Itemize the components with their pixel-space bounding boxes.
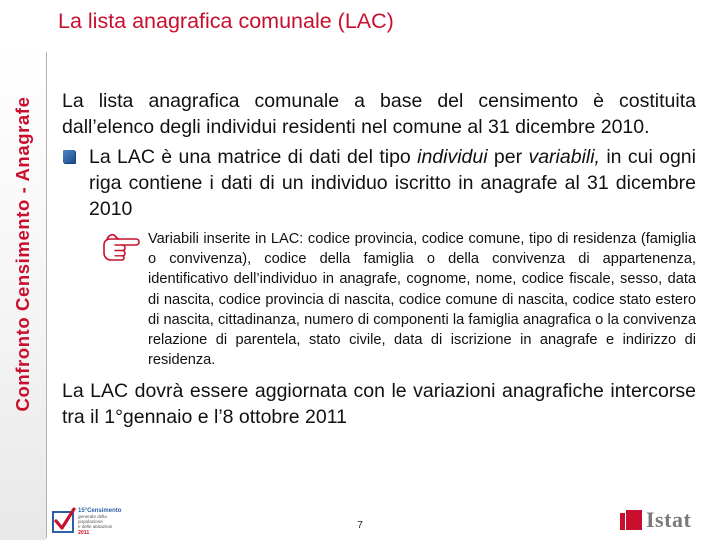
istat-logo-text: Istat — [646, 507, 692, 532]
variables-list: Variabili inserite in LAC: codice provincia, codice comune, tipo di residenza (famiglia o convivenza), codice della famiglia o della convivenza di appartenenza, identificativo dell’individuo in anagrafe, cognome, nome, codice fiscale, sesso, data di nascita, codice provincia di nascita, codice comune di nascita, codice stato estero di nascita, cittadinanza, numero di componenti la famiglia anagrafica o la convivenza relazione di parentela, stato civile, data di iscrizione in anagrafe e indirizzo di residenza. — [148, 231, 696, 369]
intro-paragraph: La lista anagrafica comunale a base del censimento è costituita dall’elenco degli individui residenti nel comune al 31 dicembre 2010. — [62, 90, 696, 138]
bullet-text-italic-1: individui — [417, 146, 488, 168]
bullet-text-part-1: La LAC è una matrice di dati del tipo — [89, 146, 418, 168]
bullet-text-part-3: in cui ogni riga contiene i dati di un individuo iscritto in anagrafe al 31 dicembre 2010 — [89, 146, 696, 220]
census-2011-logo — [52, 503, 124, 537]
bullet-text-italic-2: variabili, — [528, 146, 600, 168]
blue-square-bullet-icon — [63, 150, 75, 163]
bullet-item — [62, 144, 696, 222]
pointing-hand-icon — [102, 231, 140, 261]
census-logo-line-4: e delle abitazioni — [78, 524, 113, 529]
istat-logo — [620, 507, 712, 533]
sidebar-divider — [46, 52, 47, 538]
bullet-text-part-2: per — [487, 146, 529, 168]
census-logo-line-2: generale della — [78, 514, 107, 519]
census-logo-line-1: 15°Censimento — [78, 508, 122, 514]
sub-bullet-item — [62, 229, 696, 370]
update-paragraph: La LAC dovrà essere aggiornata con le variazioni anagrafiche intercorse tra il 1°gennaio e l’8 ottobre 2011 — [62, 380, 696, 429]
slide-body — [62, 88, 696, 430]
sidebar-label: Confronto Censimento - Anagrafe — [12, 96, 33, 412]
page-number: 7 — [357, 520, 363, 531]
census-logo-line-5: 2011 — [78, 530, 90, 536]
istat-mark-icon — [620, 510, 642, 530]
census-logo-line-3: popolazione — [78, 519, 103, 524]
bullet-text — [89, 144, 696, 222]
slide-title: La lista anagrafica comunale (LAC) — [58, 9, 394, 33]
